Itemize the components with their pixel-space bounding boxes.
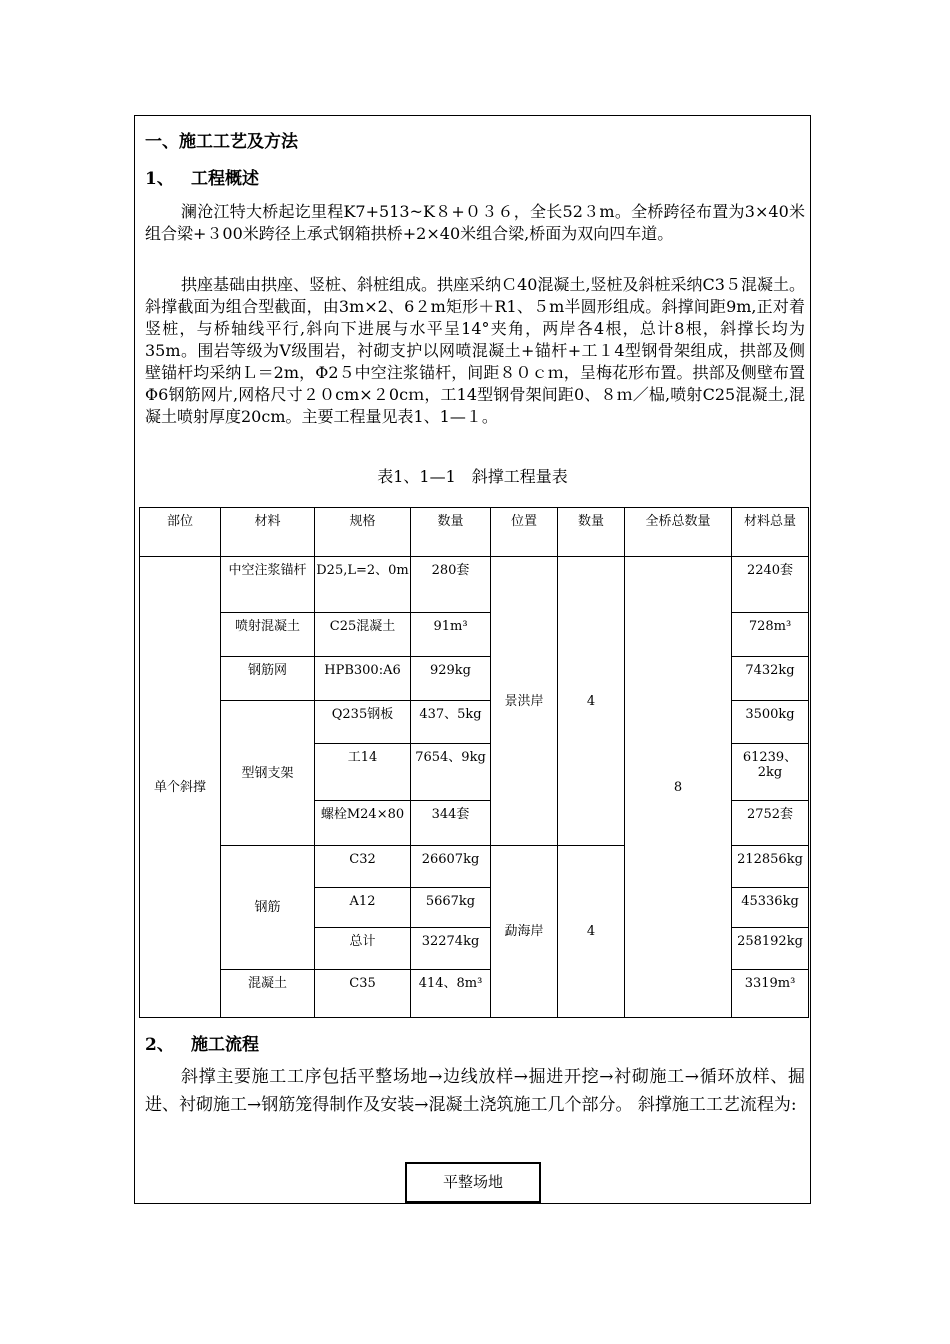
total-cell: 45336kg: [732, 888, 809, 928]
header-cell: 数量: [411, 508, 491, 557]
header-cell: 部位: [140, 508, 221, 557]
spec-cell: C25混凝土: [315, 613, 411, 657]
spec-cell: HPB300:A6: [315, 657, 411, 701]
spec-cell: D25,L=2、0m: [315, 557, 411, 613]
total-cell: 2752套: [732, 801, 809, 846]
qty-cell: 26607kg: [411, 846, 491, 888]
qty-cell: 32274kg: [411, 928, 491, 970]
quantity-table: [139, 507, 809, 1018]
spec-cell: 总计: [315, 928, 411, 970]
total-cell: 258192kg: [732, 928, 809, 970]
qty-cell: 437、5kg: [411, 701, 491, 744]
paragraph-structure: 拱座基础由拱座、竖桩、斜桩组成。拱座采纳Ｃ40混凝土,竖桩及斜桩采纳C3５混凝土。斜撑截面为组合型截面，由3m×2、6２m矩形＋R1、５m半圆形组成。斜撑间距9m,正对着竖桩，与桥轴线平行,斜向下进展与水平呈14°夹角，两岸各4根，总计8根，斜撑长均为35m。围岩等级为Ⅴ级围岩，衬砌支护以网喷混凝土+锚杆+工１4型钢骨架组成，拱部及侧壁锚杆均采纳Ｌ＝2m，Φ2５中空注浆锚杆，间距８０ｃｍ，呈梅花形布置。拱部及侧壁布置Φ6钢筋网片,网格尺寸２０cm×２0cｍ，工14型钢骨架间距0、８ｍ／榀,喷射C25混凝土,混凝土喷射厚度20cm。主要工程量见表1、1—１。: [145, 275, 805, 426]
spec-cell: 工14: [315, 744, 411, 801]
header-cell: 位置: [491, 508, 558, 557]
location-count-cell: 4: [558, 846, 625, 1018]
total-cell: 3319m³: [732, 970, 809, 1018]
spec-cell: Q235钢板: [315, 701, 411, 744]
total-cell: 7432kg: [732, 657, 809, 701]
header-cell: 规格: [315, 508, 411, 557]
table-row: [140, 557, 809, 613]
qty-cell: 5667kg: [411, 888, 491, 928]
spec-cell: C32: [315, 846, 411, 888]
material-cell: 型钢支架: [221, 701, 315, 846]
qty-cell: 7654、9kg: [411, 744, 491, 801]
bridge-total-cell: 8: [625, 557, 732, 1018]
subsection-number: 2、: [145, 1035, 174, 1055]
subsection-number: 1、: [145, 169, 174, 189]
total-cell: 212856kg: [732, 846, 809, 888]
total-cell: 61239、2kg: [732, 744, 809, 801]
material-cell: 钢筋: [221, 846, 315, 970]
qty-cell: 280套: [411, 557, 491, 613]
table-caption: 表1、1—1 斜撑工程量表: [377, 467, 568, 486]
spec-cell: 螺栓M24×80: [315, 801, 411, 846]
material-cell: 混凝土: [221, 970, 315, 1018]
flow-step-box: 平整场地: [405, 1162, 541, 1203]
header-cell: 材料: [221, 508, 315, 557]
total-cell: 2240套: [732, 557, 809, 613]
table-header-row: [140, 508, 809, 557]
total-cell: 3500kg: [732, 701, 809, 744]
header-cell: 材料总量: [732, 508, 809, 557]
qty-cell: 344套: [411, 801, 491, 846]
location-count-cell: 4: [558, 557, 625, 846]
material-cell: 钢筋网: [221, 657, 315, 701]
spec-cell: A12: [315, 888, 411, 928]
header-cell: 全桥总数量: [625, 508, 732, 557]
paragraph-process: 斜撑主要施工工序包括平整场地→边线放样→掘进开挖→衬砌施工→循环放样、掘进、衬砌施工→钢筋笼得制作及安装→混凝土浇筑施工几个部分。 斜撑施工工艺流程为:: [145, 1067, 805, 1115]
material-cell: 中空注浆锚杆: [221, 557, 315, 613]
qty-cell: 929kg: [411, 657, 491, 701]
subsection-title: 施工流程: [191, 1035, 259, 1055]
subsection-title: 工程概述: [191, 169, 259, 189]
material-cell: 喷射混凝土: [221, 613, 315, 657]
paragraph-overview: 澜沧江特大桥起讫里程K7+513~K８+０３６，全长52３m。全桥跨径布置为3×40米组合梁+３00米跨径上承式钢箱拱桥+2×40米组合梁,桥面为双向四车道。: [145, 202, 805, 243]
spec-cell: C35: [315, 970, 411, 1018]
subsection-overview: [145, 164, 259, 189]
location-cell: 勐海岸: [491, 846, 558, 1018]
location-cell: 景洪岸: [491, 557, 558, 846]
subsection-process: [145, 1030, 259, 1055]
qty-cell: 414、8m³: [411, 970, 491, 1018]
total-cell: 728m³: [732, 613, 809, 657]
header-cell: 数量: [558, 508, 625, 557]
qty-cell: 91m³: [411, 613, 491, 657]
part-cell: 单个斜撑: [140, 557, 221, 1018]
section-title: 一、施工工艺及方法: [145, 132, 298, 152]
